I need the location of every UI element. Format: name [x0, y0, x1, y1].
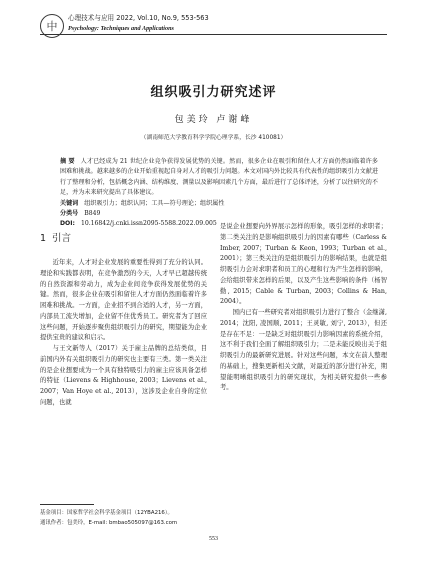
- section-heading: [40, 232, 207, 246]
- abstract-block: [60, 157, 378, 230]
- keywords-text: 组织吸引力；组织认同；工具—符号理论；组织属性: [84, 199, 225, 207]
- abstract-paragraph: [60, 157, 378, 199]
- section-title: 引言: [52, 233, 72, 244]
- author-affiliation: （湖南师范大学教育科学学院心理学系，长沙 410081）: [140, 135, 287, 141]
- footnote: [40, 508, 340, 528]
- body-paragraph: 与王文新等人（2017）关于雇主品牌的总结类似，目前国内外有关组织吸引力的研究也主要有三类。第一类关注的是企业想要成为一个具有独特吸引力的雇主应该具备怎样的特征（Lievens & Highhouse, 2003；Lievens et al., 2007；Van Hoye et al., 2013），这涉及企业自身的定位问题，也就: [40, 345, 207, 406]
- body-column-left: [40, 228, 207, 409]
- abstract-label: 摘 要: [60, 158, 75, 165]
- journal-logo: 中: [40, 14, 64, 38]
- classification-line: [60, 209, 378, 219]
- footnote-fund: 基金项目：国家哲学社会科学基金项目（12YBA216）。: [40, 510, 173, 516]
- footnote-author: 通讯作者：包美玲，E-mail: bmbao505097@163.com: [40, 520, 178, 526]
- classification-label: 分类号: [60, 210, 79, 218]
- journal-header: [40, 12, 390, 46]
- keywords-label: 关键词: [60, 199, 79, 207]
- header-divider: [40, 34, 387, 35]
- author-names: 包美玲 卢谢峰: [174, 115, 253, 125]
- body-paragraph: 国内已有一些研究者对组织吸引力进行了整合（金继潇, 2014；沈阳, 凌国顺, 2011；王灵敏, 刘宁, 2013），但还是存在不足：一是缺乏对组织吸引力影响因素的系统介绍，这不利于我们全面了解组织吸引力；二是未能反映出关于组织吸引力的最新研究进展。针对这些问题，本文在前人整理的基础上，搜集更新相关文献，对最近的部分进行补充，期望能明晰组织吸引力的研究现状，为相关研究提供一些参考。: [220, 309, 387, 392]
- journal-citation: 心理技术与应用 2022, Vol.10, No.9, 553-563: [68, 14, 209, 22]
- doi-text[interactable]: 10.16842/j.cnki.issn2095-5588.2022.09.005: [80, 220, 217, 228]
- keywords-line: [60, 199, 378, 209]
- footnote-divider: [40, 504, 94, 505]
- body-column-right: [220, 222, 387, 394]
- abstract-text: 人才已经成为 21 世纪企业竞争获得发展优势的关键。然而，很多企业在吸引和留住人才方面仍然面临着许多困难和挑战。越来越多的企业开始重视起自身对人才的吸引力问题。本文对国内外比较具有代表性的组织吸引力文献进行了整理和分析，包括概念内涵、结构维度、测量以及影响因素几个方面，最后进行了总体评述，分析了以往研究的不足，并为未来研究提出了具体建议。: [60, 158, 378, 197]
- doi-label: DOI:: [60, 220, 75, 228]
- body-paragraph: 是说企业想要向外界展示怎样的形象，吸引怎样的求职者；第二类关注的是影响组织吸引力的因素有哪些（Carless & Imber, 2007；Turban & Keon, 1993；Turban et al., 2001）；第三类关注的是组织吸引力的影响结果，也就是组织吸引力会对求职者和员工的心理和行为产生怎样的影响，会给组织带来怎样的后果，以及产生这些影响的条件（杨智勤, 2015；Cable & Turban, 2003；Collins & Han, 2004）。: [220, 223, 387, 306]
- body-paragraph: 近年来，人才对企业发展的重要性得到了充分的认同。理论和实践都表明，在竞争激烈的今天，人才早已超越传统的自然资源和劳动力，成为企业间竞争获得发展优势的关键。然而，很多企业在吸引和留住人才方面仍然面临着许多困难和挑战。一方面，企业招不到合适的人才，另一方面，内部员工流失增加，企业留不住优秀员工。研究者为了回应这些问题，开始逐步聚焦组织吸引力的研究，期望能为企业提供宝贵的建议和启示。: [40, 259, 207, 342]
- classification-text: B849: [84, 210, 101, 218]
- paper-title: 组织吸引力研究述评: [150, 85, 277, 100]
- section-number: 1: [40, 233, 47, 244]
- page-number: 553: [209, 536, 218, 542]
- journal-english-name: Psychology: Techniques and Applications: [68, 25, 174, 32]
